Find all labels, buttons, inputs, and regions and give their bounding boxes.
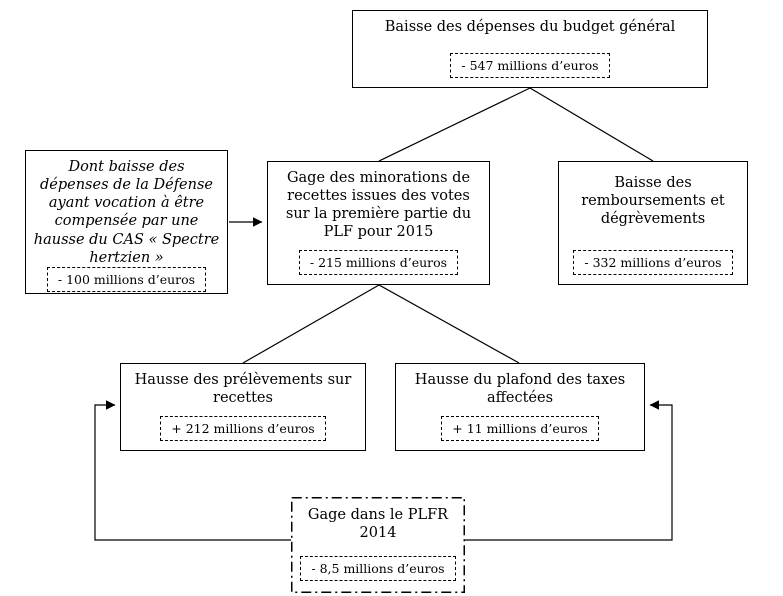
node-prelevements-label: Hausse des prélèvements sur recettes [134,372,352,407]
node-remboursements-value: - 332 millions d’euros [573,250,732,275]
node-budget-general-value: - 547 millions d’euros [450,53,609,78]
node-budget-general-label: Baisse des dépenses du budget général [384,19,676,35]
node-remboursements-label: Baisse des remboursements et dégrèvements [581,175,725,228]
edge-gage-to-plafond [379,285,519,363]
node-budget-general [352,10,708,88]
edge-budget-to-remboursements [530,88,653,161]
node-gage-plfr-label: Gage dans le PLFR 2014 [307,507,449,542]
node-gage-minorations [267,161,490,285]
node-gage-plfr [293,499,463,590]
node-defense-note-value: - 100 millions d’euros [47,267,206,292]
node-prelevements-value: + 212 millions d’euros [160,416,325,441]
node-gage-plfr-value: - 8,5 millions d’euros [300,556,455,581]
edge-budget-to-gage [379,88,530,161]
node-plafond-taxes-value: + 11 millions d’euros [441,416,598,441]
node-plafond-taxes [395,363,645,451]
node-defense-note [25,150,228,294]
node-gage-minorations-label: Gage des minorations de recettes issues des votes sur la première partie du PLF pour 2015 [285,170,472,241]
node-gage-minorations-value: - 215 millions d’euros [299,250,458,275]
node-defense-note-label: Dont baisse des dépenses de la Défense ayant vocation à être compensée par une hausse du CAS « Spectre hertzien » [33,159,220,266]
node-plafond-taxes-label: Hausse du plafond des taxes affectées [414,372,626,407]
node-remboursements [558,161,748,285]
edge-gage-to-prelevements [243,285,379,363]
node-prelevements [120,363,366,451]
